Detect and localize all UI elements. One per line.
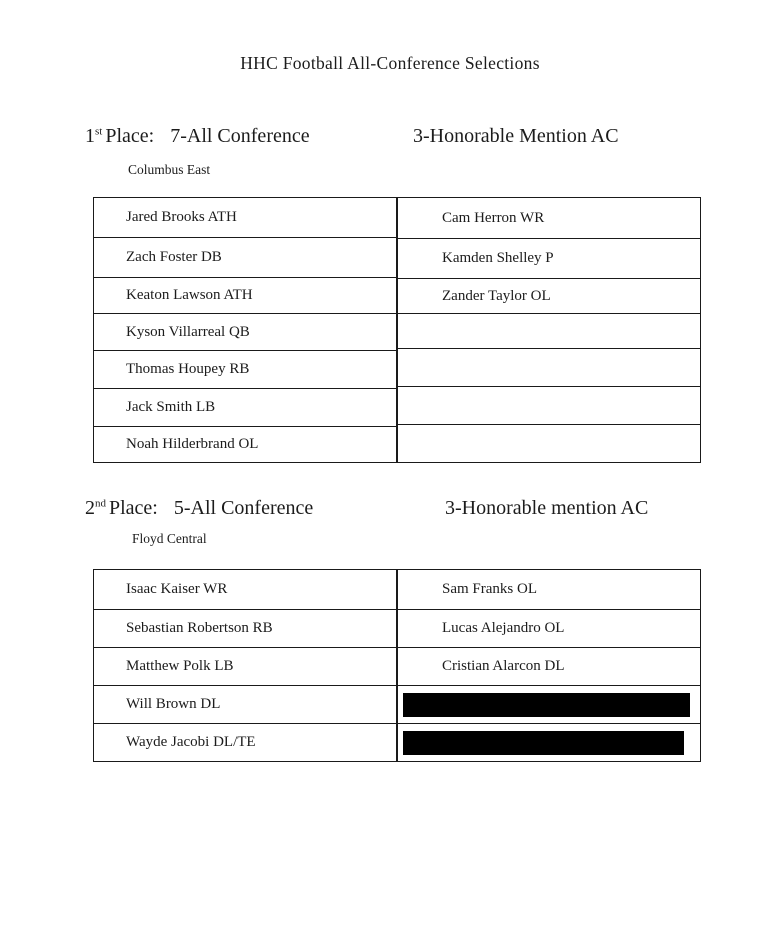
- place-ordinal-suffix: st: [95, 125, 103, 138]
- player-name: Noah Hilderbrand OL: [126, 436, 259, 452]
- player-name: Sebastian Robertson RB: [126, 620, 273, 636]
- all-conference-count: 5-All Conference: [173, 497, 314, 519]
- section-1-roster-table: [93, 197, 701, 463]
- place-ordinal-suffix: nd: [95, 497, 106, 510]
- player-name: Jared Brooks ATH: [126, 209, 237, 225]
- player-name: Zach Foster DB: [126, 249, 222, 265]
- honorable-mention-column: [397, 569, 701, 762]
- player-name: Keaton Lawson ATH: [126, 287, 253, 303]
- table-cell: [94, 350, 396, 388]
- redaction-bar: [403, 693, 690, 717]
- player-name: Zander Taylor OL: [442, 287, 551, 304]
- player-name: Sam Franks OL: [442, 581, 537, 597]
- table-cell: [94, 609, 396, 647]
- player-name: Thomas Houpey RB: [126, 361, 250, 377]
- player-name: Kamden Shelley P: [442, 250, 554, 266]
- player-name: Lucas Alejandro OL: [442, 620, 565, 636]
- honorable-mention-column: [397, 197, 701, 463]
- table-cell: [398, 570, 700, 609]
- table-cell: [94, 723, 396, 761]
- player-name: Kyson Villarreal QB: [126, 323, 250, 340]
- table-cell: [398, 198, 700, 238]
- player-name: Cam Herron WR: [442, 209, 545, 226]
- table-cell: [94, 647, 396, 685]
- table-cell: [398, 238, 700, 278]
- player-name: Jack Smith LB: [126, 399, 216, 415]
- table-cell: [398, 278, 700, 313]
- table-cell-empty: [398, 313, 700, 348]
- place-label: Place:: [105, 125, 155, 147]
- player-name: Isaac Kaiser WR: [126, 581, 228, 597]
- all-conference-column: [93, 197, 397, 463]
- place-number: 1: [85, 125, 95, 147]
- section-2-place-heading: [85, 497, 313, 520]
- section-1-school-name: Columbus East: [128, 162, 211, 177]
- table-cell: [94, 277, 396, 313]
- player-name: Will Brown DL: [126, 696, 221, 712]
- section-1-place-heading: [85, 125, 310, 148]
- table-cell: [94, 198, 396, 237]
- table-cell: [94, 388, 396, 426]
- table-cell-redacted: [398, 723, 700, 761]
- section-2-roster-table: [93, 569, 701, 762]
- table-cell-empty: [398, 348, 700, 386]
- player-name: Matthew Polk LB: [126, 658, 234, 674]
- table-cell: [94, 685, 396, 723]
- table-cell: [94, 570, 396, 609]
- table-cell: [94, 237, 396, 277]
- place-number: 2: [85, 497, 95, 519]
- player-name: Wayde Jacobi DL/TE: [126, 734, 256, 750]
- redaction-bar: [403, 731, 684, 755]
- all-conference-column: [93, 569, 397, 762]
- table-cell-redacted: [398, 685, 700, 723]
- all-conference-count: 7-All Conference: [170, 125, 310, 147]
- player-name: Cristian Alarcon DL: [442, 658, 565, 674]
- table-cell-empty: [398, 424, 700, 462]
- section-1-honorable-mention: 3-Honorable Mention AC: [413, 125, 619, 147]
- table-cell-empty: [398, 386, 700, 424]
- table-cell: [94, 426, 396, 462]
- page-title: HHC Football All-Conference Selections: [240, 53, 540, 73]
- table-cell: [398, 647, 700, 685]
- section-2-honorable-mention: 3-Honorable mention AC: [445, 497, 649, 519]
- place-label: Place:: [109, 497, 158, 519]
- table-cell: [398, 609, 700, 647]
- section-2-school-name: Floyd Central: [132, 531, 207, 546]
- table-cell: [94, 313, 396, 350]
